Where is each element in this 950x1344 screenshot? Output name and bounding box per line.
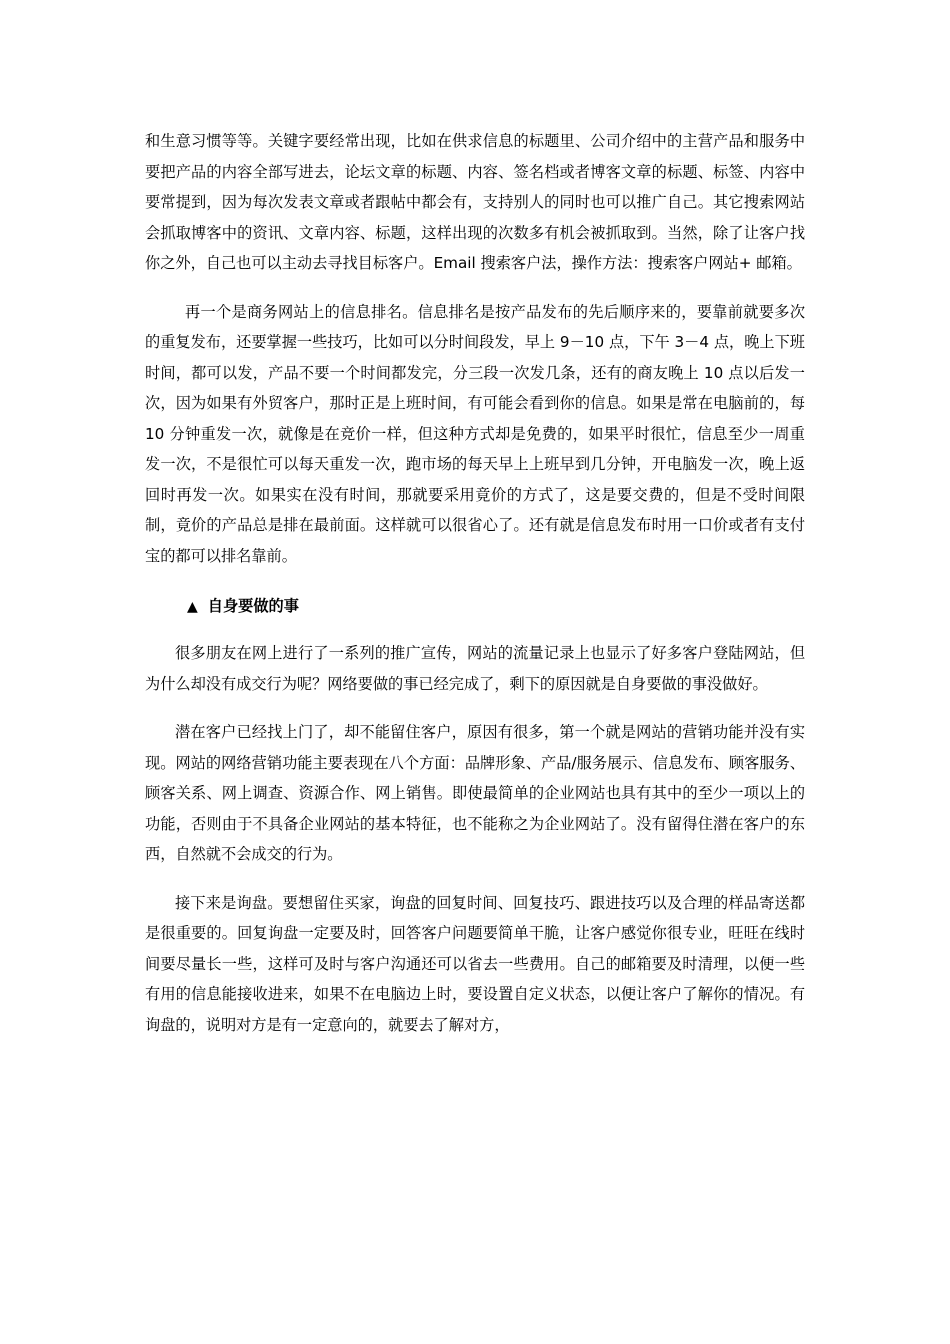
triangle-marker-icon: ▲ bbox=[187, 599, 198, 615]
paragraph-potential-customers: 潜在客户已经找上门了，却不能留住客户，原因有很多，第一个就是网站的营销功能并没有实现。网站的网络营销功能主要表现在八个方面：品牌形象、产品/服务展示、信息发布、顾客服务、顾客关系、网上调查、资源合作、网上销售。即使最简单的企业网站也具有其中的至少一项以上的功能，否则由于不具备企业网站的基本特征，也不能称之为企业网站了。没有留得住潜在客户的东西，自然就不会成交的行为。 bbox=[145, 723, 805, 863]
paragraph-keywords: 和生意习惯等等。关键字要经常出现，比如在供求信息的标题里、公司介绍中的主营产品和服务中要把产品的内容全部写进去，论坛文章的标题、内容、签名档或者博客文章的标题、标签、内容中要常提到，因为每次发表文章或者跟帖中都会有，支持别人的同时也可以推广自己。其它搜索网站会抓取博客中的资讯、文章内容、标题，这样出现的次数多有机会被抓取到。当然，除了让客户找你之外，自己也可以主动去寻找目标客户。Email 搜索客户法，操作方法：搜索客户网站+ 邮箱。 bbox=[145, 132, 805, 272]
paragraph-info-ranking: 再一个是商务网站上的信息排名。信息排名是按产品发布的先后顺序来的，要靠前就要多次的重复发布，还要掌握一些技巧，比如可以分时间段发，早上 9－10 点，下午 3－4 点，晚上下班时间，都可以发，产品不要一个时间都发完，分三段一次发几条，还有的商友晚上 10 点以后发一次，因为如果有外贸客户，那时正是上班时间，有可能会看到你的信息。如果是常在电脑前的，每 10 分钟重发一次，就像是在竞价一样，但这种方式却是免费的，如果平时很忙，信息至少一周重发一次，不是很忙可以每天重发一次，跑市场的每天早上上班早到几分钟，开电脑发一次，晚上返回时再发一次。如果实在没有时间，那就要采用竟价的方式了，这是要交费的，但是不受时间限制，竟价的产品总是排在最前面。这样就可以很省心了。还有就是信息发布时用一口价或者有支付宝的都可以排名靠前。 bbox=[145, 302, 805, 565]
paragraph-promotion: 很多朋友在网上进行了一系列的推广宣传，网站的流量记录上也显示了好多客户登陆网站，但为什么却没有成交行为呢？网络要做的事已经完成了，剩下的原因就是自身要做的事没做好。 bbox=[145, 644, 805, 693]
paragraph-inquiry: 接下来是询盘。要想留住买家，询盘的回复时间、回复技巧、跟进技巧以及合理的样品寄送都是很重要的。回复询盘一定要及时，回答客户问题要简单干脆，让客户感觉你很专业，旺旺在线时间要尽量长一些，这样可及时与客户沟通还可以省去一些费用。自己的邮箱要及时清理，以便一些有用的信息能接收进来，如果不在电脑边上时，要设置自定义状态，以便让客户了解你的情况。有询盘的，说明对方是有一定意向的，就要去了解对方， bbox=[145, 893, 805, 1034]
section-heading bbox=[145, 591, 805, 622]
section-heading-title: 自身要做的事 bbox=[207, 597, 299, 615]
document-page bbox=[145, 126, 805, 1040]
